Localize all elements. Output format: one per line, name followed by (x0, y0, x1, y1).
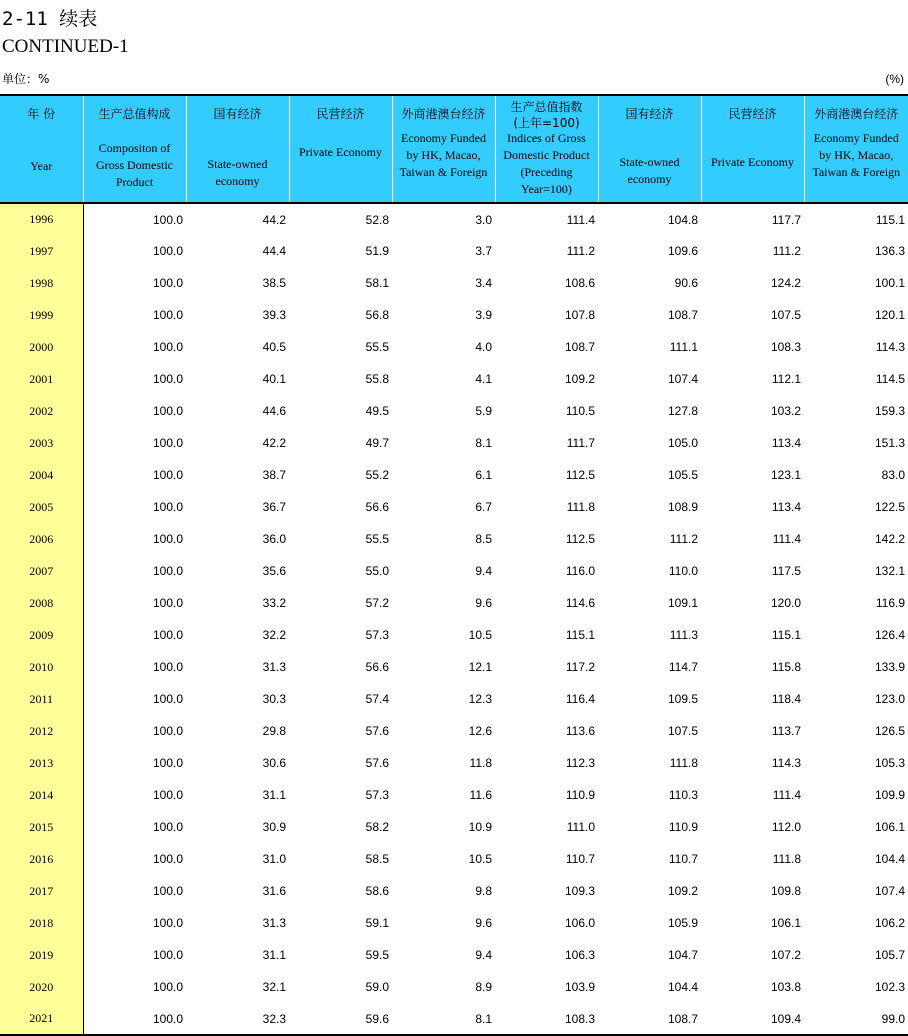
table-row (0, 683, 908, 715)
value-cell: 115.8 (701, 651, 804, 683)
year-cell: 2004 (0, 459, 83, 491)
table-row (0, 971, 908, 1003)
value-cell: 49.7 (289, 427, 392, 459)
value-cell: 56.6 (289, 491, 392, 523)
value-cell: 33.2 (186, 587, 289, 619)
value-cell: 111.2 (495, 235, 598, 267)
value-cell: 3.4 (392, 267, 495, 299)
value-cell: 114.7 (598, 651, 701, 683)
value-cell: 103.9 (495, 971, 598, 1003)
table-row (0, 747, 908, 779)
column-header (83, 95, 186, 203)
column-header-chinese: 民营经济 (702, 106, 804, 122)
column-header-english: State-owned economy (599, 154, 701, 188)
value-cell: 110.9 (598, 811, 701, 843)
year-cell: 1996 (0, 203, 83, 235)
value-cell: 109.8 (701, 875, 804, 907)
table-number-title: 2-11 续表 (2, 4, 97, 31)
value-cell: 111.8 (495, 491, 598, 523)
value-cell: 126.5 (804, 715, 908, 747)
value-cell: 9.4 (392, 939, 495, 971)
value-cell: 108.6 (495, 267, 598, 299)
value-cell: 111.4 (495, 203, 598, 235)
value-cell: 104.4 (804, 843, 908, 875)
value-cell: 114.3 (804, 331, 908, 363)
header-row (0, 95, 908, 203)
value-cell: 107.5 (701, 299, 804, 331)
value-cell: 55.0 (289, 555, 392, 587)
value-cell: 123.1 (701, 459, 804, 491)
year-cell: 2008 (0, 587, 83, 619)
value-cell: 111.8 (701, 843, 804, 875)
value-cell: 109.4 (701, 1003, 804, 1035)
value-cell: 111.8 (598, 747, 701, 779)
column-header-chinese: 外商港澳台经济 (393, 106, 495, 122)
value-cell: 114.5 (804, 363, 908, 395)
value-cell: 31.0 (186, 843, 289, 875)
year-cell: 2021 (0, 1003, 83, 1035)
value-cell: 100.0 (83, 363, 186, 395)
value-cell: 111.7 (495, 427, 598, 459)
value-cell: 59.0 (289, 971, 392, 1003)
value-cell: 100.1 (804, 267, 908, 299)
value-cell: 115.1 (701, 619, 804, 651)
year-cell: 2006 (0, 523, 83, 555)
value-cell: 100.0 (83, 939, 186, 971)
table-row (0, 395, 908, 427)
value-cell: 107.4 (804, 875, 908, 907)
value-cell: 132.1 (804, 555, 908, 587)
year-cell: 2010 (0, 651, 83, 683)
value-cell: 112.5 (495, 523, 598, 555)
value-cell: 100.0 (83, 811, 186, 843)
value-cell: 100.0 (83, 555, 186, 587)
value-cell: 116.4 (495, 683, 598, 715)
table-row (0, 363, 908, 395)
value-cell: 100.0 (83, 1003, 186, 1035)
table-row (0, 715, 908, 747)
year-cell: 2000 (0, 331, 83, 363)
value-cell: 102.3 (804, 971, 908, 1003)
year-cell: 2018 (0, 907, 83, 939)
value-cell: 115.1 (804, 203, 908, 235)
value-cell: 112.0 (701, 811, 804, 843)
value-cell: 57.6 (289, 715, 392, 747)
value-cell: 30.9 (186, 811, 289, 843)
continued-subtitle: CONTINUED-1 (2, 36, 129, 58)
value-cell: 118.4 (701, 683, 804, 715)
year-cell: 1998 (0, 267, 83, 299)
value-cell: 103.8 (701, 971, 804, 1003)
column-header-chinese: 国有经济 (599, 106, 701, 122)
value-cell: 32.3 (186, 1003, 289, 1035)
value-cell: 100.0 (83, 907, 186, 939)
value-cell: 126.4 (804, 619, 908, 651)
value-cell: 38.7 (186, 459, 289, 491)
value-cell: 3.9 (392, 299, 495, 331)
value-cell: 58.6 (289, 875, 392, 907)
value-cell: 108.7 (495, 331, 598, 363)
value-cell: 105.0 (598, 427, 701, 459)
column-header-english: Indices of Gross Domestic Product (Preceding Year=100) (496, 130, 598, 198)
column-header (495, 95, 598, 203)
value-cell: 108.3 (495, 1003, 598, 1035)
value-cell: 44.4 (186, 235, 289, 267)
value-cell: 10.5 (392, 619, 495, 651)
value-cell: 31.1 (186, 779, 289, 811)
value-cell: 9.6 (392, 907, 495, 939)
value-cell: 123.0 (804, 683, 908, 715)
column-header-english: Private Economy (702, 154, 804, 171)
unit-label-english: (%) (885, 72, 904, 86)
value-cell: 100.0 (83, 619, 186, 651)
value-cell: 111.1 (598, 331, 701, 363)
value-cell: 109.2 (598, 875, 701, 907)
value-cell: 100.0 (83, 747, 186, 779)
value-cell: 111.3 (598, 619, 701, 651)
value-cell: 58.1 (289, 267, 392, 299)
value-cell: 9.6 (392, 587, 495, 619)
year-cell: 1999 (0, 299, 83, 331)
value-cell: 4.0 (392, 331, 495, 363)
value-cell: 113.6 (495, 715, 598, 747)
column-header-chinese: 生产总值构成 (84, 106, 186, 122)
value-cell: 108.7 (598, 299, 701, 331)
value-cell: 124.2 (701, 267, 804, 299)
value-cell: 111.4 (701, 523, 804, 555)
value-cell: 57.3 (289, 619, 392, 651)
value-cell: 31.1 (186, 939, 289, 971)
value-cell: 108.3 (701, 331, 804, 363)
value-cell: 49.5 (289, 395, 392, 427)
value-cell: 58.5 (289, 843, 392, 875)
value-cell: 100.0 (83, 843, 186, 875)
value-cell: 9.8 (392, 875, 495, 907)
value-cell: 100.0 (83, 715, 186, 747)
value-cell: 106.3 (495, 939, 598, 971)
table-row (0, 875, 908, 907)
column-header-english: Economy Funded by HK, Macao, Taiwan & Foreign (805, 130, 908, 181)
value-cell: 30.6 (186, 747, 289, 779)
year-cell: 2003 (0, 427, 83, 459)
value-cell: 109.3 (495, 875, 598, 907)
value-cell: 112.1 (701, 363, 804, 395)
value-cell: 6.7 (392, 491, 495, 523)
value-cell: 116.0 (495, 555, 598, 587)
value-cell: 29.8 (186, 715, 289, 747)
value-cell: 100.0 (83, 459, 186, 491)
column-header (701, 95, 804, 203)
value-cell: 106.2 (804, 907, 908, 939)
value-cell: 3.0 (392, 203, 495, 235)
value-cell: 117.2 (495, 651, 598, 683)
table-row (0, 235, 908, 267)
value-cell: 117.7 (701, 203, 804, 235)
value-cell: 44.6 (186, 395, 289, 427)
value-cell: 32.2 (186, 619, 289, 651)
value-cell: 109.5 (598, 683, 701, 715)
value-cell: 113.7 (701, 715, 804, 747)
value-cell: 100.0 (83, 427, 186, 459)
column-header-chinese: 生产总值指数 (上年=100) (496, 99, 598, 131)
year-cell: 2007 (0, 555, 83, 587)
value-cell: 12.1 (392, 651, 495, 683)
column-header (804, 95, 908, 203)
value-cell: 100.0 (83, 587, 186, 619)
value-cell: 108.7 (598, 1003, 701, 1035)
table-row (0, 427, 908, 459)
value-cell: 39.3 (186, 299, 289, 331)
value-cell: 113.4 (701, 427, 804, 459)
value-cell: 136.3 (804, 235, 908, 267)
value-cell: 5.9 (392, 395, 495, 427)
value-cell: 100.0 (83, 875, 186, 907)
value-cell: 57.3 (289, 779, 392, 811)
value-cell: 12.6 (392, 715, 495, 747)
value-cell: 11.8 (392, 747, 495, 779)
value-cell: 100.0 (83, 203, 186, 235)
table-row (0, 651, 908, 683)
value-cell: 107.2 (701, 939, 804, 971)
value-cell: 108.9 (598, 491, 701, 523)
year-cell: 2012 (0, 715, 83, 747)
value-cell: 110.7 (495, 843, 598, 875)
value-cell: 32.1 (186, 971, 289, 1003)
year-cell: 2002 (0, 395, 83, 427)
table-row (0, 1003, 908, 1035)
column-header (186, 95, 289, 203)
value-cell: 9.4 (392, 555, 495, 587)
table-row (0, 331, 908, 363)
value-cell: 151.3 (804, 427, 908, 459)
value-cell: 110.0 (598, 555, 701, 587)
value-cell: 111.2 (598, 523, 701, 555)
value-cell: 59.1 (289, 907, 392, 939)
value-cell: 8.5 (392, 523, 495, 555)
table-row (0, 587, 908, 619)
value-cell: 4.1 (392, 363, 495, 395)
table-row (0, 203, 908, 235)
value-cell: 110.5 (495, 395, 598, 427)
value-cell: 8.9 (392, 971, 495, 1003)
value-cell: 100.0 (83, 971, 186, 1003)
year-cell: 1997 (0, 235, 83, 267)
value-cell: 58.2 (289, 811, 392, 843)
value-cell: 10.5 (392, 843, 495, 875)
value-cell: 83.0 (804, 459, 908, 491)
table-row (0, 459, 908, 491)
column-header-chinese: 民营经济 (290, 106, 392, 122)
unit-label: 单位：% (2, 70, 49, 87)
value-cell: 100.0 (83, 331, 186, 363)
year-cell: 2019 (0, 939, 83, 971)
value-cell: 110.3 (598, 779, 701, 811)
value-cell: 52.8 (289, 203, 392, 235)
column-header (598, 95, 701, 203)
value-cell: 100.0 (83, 651, 186, 683)
value-cell: 109.6 (598, 235, 701, 267)
value-cell: 111.0 (495, 811, 598, 843)
value-cell: 120.0 (701, 587, 804, 619)
value-cell: 114.6 (495, 587, 598, 619)
value-cell: 103.2 (701, 395, 804, 427)
table-row (0, 267, 908, 299)
table-row (0, 299, 908, 331)
value-cell: 31.3 (186, 651, 289, 683)
column-header (0, 95, 83, 203)
year-cell: 2005 (0, 491, 83, 523)
value-cell: 51.9 (289, 235, 392, 267)
value-cell: 36.7 (186, 491, 289, 523)
year-cell: 2014 (0, 779, 83, 811)
value-cell: 117.5 (701, 555, 804, 587)
value-cell: 107.4 (598, 363, 701, 395)
value-cell: 110.9 (495, 779, 598, 811)
value-cell: 12.3 (392, 683, 495, 715)
value-cell: 55.5 (289, 523, 392, 555)
column-header-english: Compositon of Gross Domestic Product (84, 140, 186, 191)
column-header-english: Economy Funded by HK, Macao, Taiwan & Foreign (393, 130, 495, 181)
value-cell: 107.5 (598, 715, 701, 747)
value-cell: 105.5 (598, 459, 701, 491)
year-cell: 2011 (0, 683, 83, 715)
value-cell: 159.3 (804, 395, 908, 427)
value-cell: 127.8 (598, 395, 701, 427)
table-row (0, 779, 908, 811)
year-cell: 2016 (0, 843, 83, 875)
value-cell: 105.3 (804, 747, 908, 779)
value-cell: 109.1 (598, 587, 701, 619)
column-header-chinese: 国有经济 (187, 106, 289, 122)
value-cell: 59.6 (289, 1003, 392, 1035)
value-cell: 142.2 (804, 523, 908, 555)
value-cell: 6.1 (392, 459, 495, 491)
column-header-english: Private Economy (290, 144, 392, 161)
value-cell: 100.0 (83, 523, 186, 555)
column-header-chinese: 年 份 (0, 106, 83, 122)
value-cell: 31.6 (186, 875, 289, 907)
table-row (0, 907, 908, 939)
value-cell: 104.4 (598, 971, 701, 1003)
value-cell: 55.5 (289, 331, 392, 363)
value-cell: 59.5 (289, 939, 392, 971)
value-cell: 122.5 (804, 491, 908, 523)
value-cell: 44.2 (186, 203, 289, 235)
table-body (0, 203, 908, 1035)
value-cell: 105.9 (598, 907, 701, 939)
value-cell: 112.3 (495, 747, 598, 779)
year-cell: 2009 (0, 619, 83, 651)
value-cell: 8.1 (392, 1003, 495, 1035)
value-cell: 35.6 (186, 555, 289, 587)
value-cell: 56.6 (289, 651, 392, 683)
value-cell: 55.8 (289, 363, 392, 395)
value-cell: 55.2 (289, 459, 392, 491)
value-cell: 40.5 (186, 331, 289, 363)
value-cell: 90.6 (598, 267, 701, 299)
value-cell: 57.6 (289, 747, 392, 779)
value-cell: 111.2 (701, 235, 804, 267)
column-header (392, 95, 495, 203)
value-cell: 57.4 (289, 683, 392, 715)
year-cell: 2015 (0, 811, 83, 843)
value-cell: 115.1 (495, 619, 598, 651)
table-row (0, 523, 908, 555)
column-header-english: State-owned economy (187, 156, 289, 190)
value-cell: 8.1 (392, 427, 495, 459)
value-cell: 3.7 (392, 235, 495, 267)
table-row (0, 939, 908, 971)
value-cell: 40.1 (186, 363, 289, 395)
value-cell: 57.2 (289, 587, 392, 619)
statistics-table (0, 94, 908, 1036)
value-cell: 106.0 (495, 907, 598, 939)
value-cell: 109.2 (495, 363, 598, 395)
value-cell: 113.4 (701, 491, 804, 523)
value-cell: 100.0 (83, 395, 186, 427)
value-cell: 38.5 (186, 267, 289, 299)
value-cell: 100.0 (83, 683, 186, 715)
value-cell: 31.3 (186, 907, 289, 939)
value-cell: 100.0 (83, 491, 186, 523)
value-cell: 106.1 (804, 811, 908, 843)
value-cell: 109.9 (804, 779, 908, 811)
value-cell: 107.8 (495, 299, 598, 331)
column-header-english: Year (0, 158, 83, 175)
value-cell: 104.8 (598, 203, 701, 235)
value-cell: 36.0 (186, 523, 289, 555)
value-cell: 100.0 (83, 299, 186, 331)
value-cell: 100.0 (83, 267, 186, 299)
value-cell: 133.9 (804, 651, 908, 683)
value-cell: 99.0 (804, 1003, 908, 1035)
value-cell: 10.9 (392, 811, 495, 843)
value-cell: 42.2 (186, 427, 289, 459)
table-row (0, 843, 908, 875)
column-header-chinese: 外商港澳台经济 (805, 106, 908, 122)
value-cell: 56.8 (289, 299, 392, 331)
value-cell: 100.0 (83, 235, 186, 267)
value-cell: 110.7 (598, 843, 701, 875)
value-cell: 120.1 (804, 299, 908, 331)
year-cell: 2013 (0, 747, 83, 779)
table-row (0, 491, 908, 523)
table-row (0, 555, 908, 587)
value-cell: 30.3 (186, 683, 289, 715)
year-cell: 2001 (0, 363, 83, 395)
table-row (0, 619, 908, 651)
column-header (289, 95, 392, 203)
value-cell: 112.5 (495, 459, 598, 491)
value-cell: 104.7 (598, 939, 701, 971)
year-cell: 2017 (0, 875, 83, 907)
value-cell: 116.9 (804, 587, 908, 619)
value-cell: 105.7 (804, 939, 908, 971)
table-row (0, 811, 908, 843)
value-cell: 114.3 (701, 747, 804, 779)
value-cell: 11.6 (392, 779, 495, 811)
value-cell: 111.4 (701, 779, 804, 811)
value-cell: 100.0 (83, 779, 186, 811)
value-cell: 106.1 (701, 907, 804, 939)
year-cell: 2020 (0, 971, 83, 1003)
